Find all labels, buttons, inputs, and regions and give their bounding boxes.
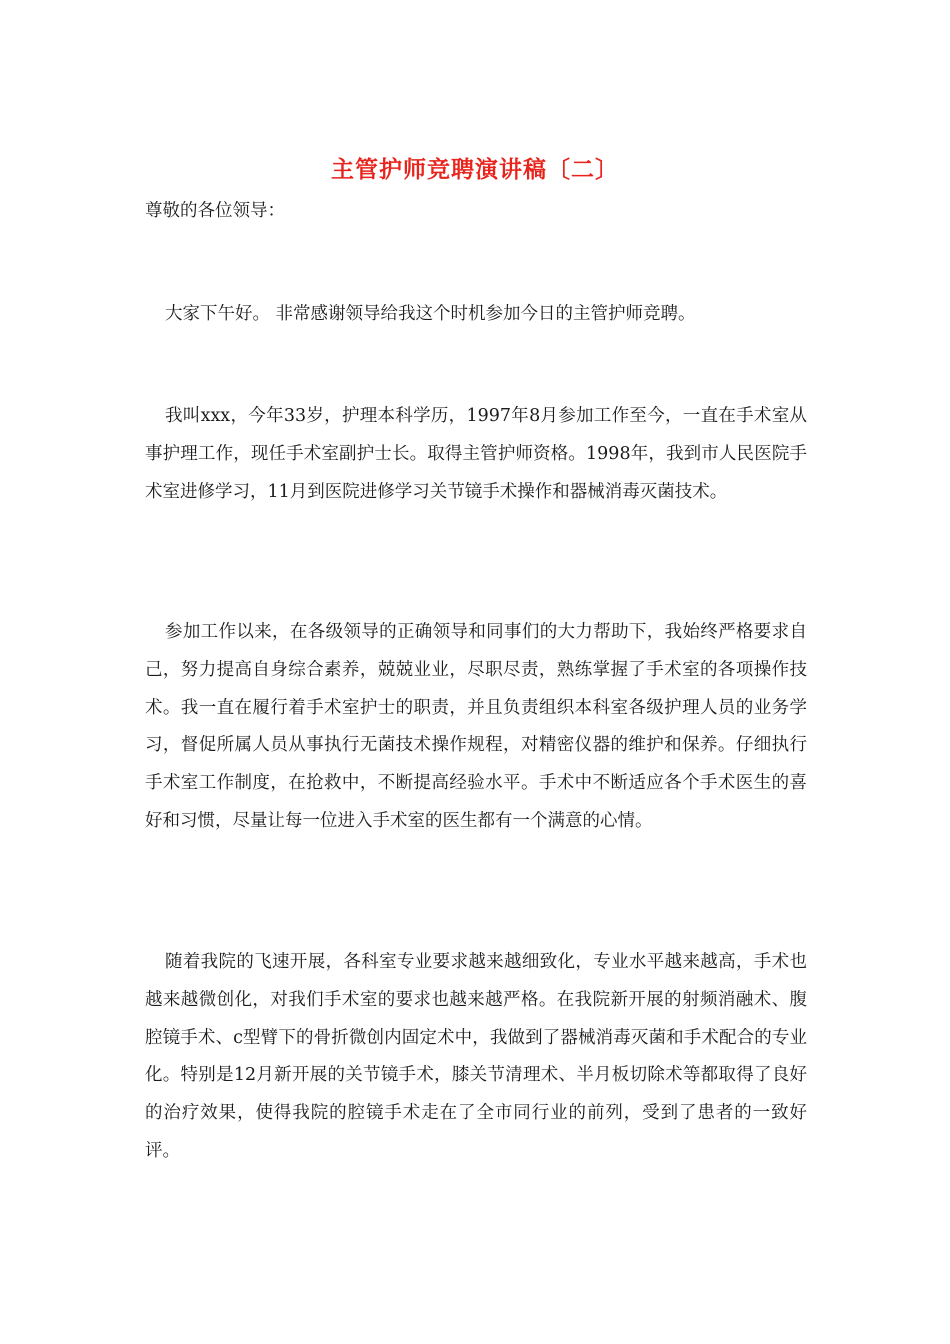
salutation: 尊敬的各位领导：	[145, 201, 285, 221]
paragraph-greeting: 大家下午好。 非常感谢领导给我这个时机参加今日的主管护师竞聘。	[165, 304, 696, 324]
document-title: 主管护师竞聘演讲稿〔二〕	[331, 156, 619, 183]
paragraph-introduction: 我叫xxx，今年33岁，护理本科学历，1997年8月参加工作至今，一直在手术室从事护理工作，现任手术室副护士长。取得主管护师资格。1998年，我到市人民医院手术室进修学习，11月到医院进修学习关节镜手术操作和器械消毒灭菌技术。	[145, 406, 807, 502]
paragraph-work-experience: 参加工作以来，在各级领导的正确领导和同事们的大力帮助下，我始终严格要求自己，努力提高自身综合素养，兢兢业业，尽职尽责，熟练掌握了手术室的各项操作技术。我一直在履行着手术室护士的职责，并且负责组织本科室各级护理人员的业务学习，督促所属人员从事执行无菌技术操作规程，对精密仪器的维护和保养。仔细执行手术室工作制度，在抢救中，不断提高经验水平。手术中不断适应各个手术医生的喜好和习惯，尽量让每一位进入手术室的医生都有一个满意的心情。	[145, 622, 807, 831]
paragraph-hospital-development: 随着我院的飞速开展，各科室专业要求越来越细致化，专业水平越来越高，手术也越来越微创化，对我们手术室的要求也越来越严格。在我院新开展的射频消融术、腹腔镜手术、c型臂下的骨折微创内固定术中，我做到了器械消毒灭菌和手术配合的专业化。特别是12月新开展的关节镜手术，膝关节清理术、半月板切除术等都取得了良好的治疗效果，使得我院的腔镜手术走在了全市同行业的前列，受到了患者的一致好评。	[145, 952, 807, 1161]
